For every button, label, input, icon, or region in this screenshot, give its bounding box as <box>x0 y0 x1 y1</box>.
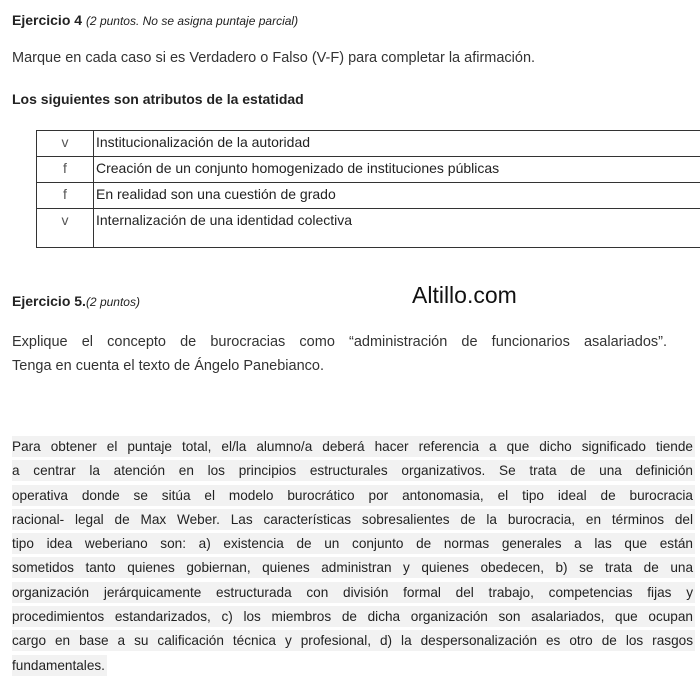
answer-cell: f <box>37 157 94 183</box>
exercise-4-instruction: Marque en cada caso si es Verdadero o Falso (V-F) para completar la afirmación. <box>12 50 536 66</box>
answer-line: tipo idea weberiano son: a) existencia de un conjunto de normas generales a las que están <box>12 533 695 557</box>
exercise-5-question-line1: Explique el concepto de burocracias como “administración de funcionarios asalariados”. <box>12 334 667 350</box>
exercise-5-heading <box>12 293 140 309</box>
table-row <box>37 157 700 183</box>
exercise-5-title: Ejercicio 5. <box>12 293 86 309</box>
answer-line: cargo en base a su calificación técnica y profesional, d) la despersonalización es otro de los rasgos <box>12 630 695 654</box>
exercise-5-points: (2 puntos) <box>85 295 140 309</box>
statement-cell: Internalización de una identidad colectiva <box>94 209 700 248</box>
answer-cell: v <box>37 131 94 157</box>
answer-line: procedimientos estandarizados, c) los miembros de dicha organización son asalariados, que ocupan <box>12 606 695 630</box>
altillo-watermark: Altillo.com <box>412 282 517 308</box>
statement-cell: En realidad son una cuestión de grado <box>94 183 700 209</box>
answer-line: a centrar la atención en los principios estructurales organizativos. Se trata de una definición <box>12 460 695 484</box>
table-row <box>37 209 700 248</box>
answer-line: Para obtener el puntaje total, el/la alumno/a deberá hacer referencia a que dicho significado tiende <box>12 436 695 460</box>
statement-cell: Creación de un conjunto homogenizado de instituciones públicas <box>94 157 700 183</box>
statement-cell: Institucionalización de la autoridad <box>94 131 700 157</box>
exercise-4-points: (2 puntos. No se asigna puntaje parcial) <box>85 14 299 28</box>
exercise-4-subtitle: Los siguientes son atributos de la estatidad <box>12 91 304 107</box>
answer-line: fundamentales. <box>12 655 695 679</box>
answer-line: racional- legal de Max Weber. Las características sobresalientes de la burocracia, en términos del <box>12 509 695 533</box>
exercise-4-title: Ejercicio 4 <box>12 12 83 28</box>
answer-cell: v <box>37 209 94 248</box>
table-row <box>37 183 700 209</box>
answer-line: organización jerárquicamente estructurada con división formal del trabajo, competencias fijas y <box>12 582 695 606</box>
table-row <box>37 131 700 157</box>
exercise-5-question-line2: Tenga en cuenta el texto de Ángelo Panebianco. <box>12 358 324 374</box>
answer-cell: f <box>37 183 94 209</box>
answer-line: sometidos tanto quienes gobiernan, quienes administran y quienes obedecen, b) se trata de una <box>12 557 695 581</box>
exercise-4-heading <box>12 12 298 28</box>
answer-line: operativa donde se sitúa el modelo burocrático por antonomasia, el tipo ideal de burocracia <box>12 485 695 509</box>
true-false-table <box>36 130 700 248</box>
answer-paragraph <box>12 436 695 679</box>
